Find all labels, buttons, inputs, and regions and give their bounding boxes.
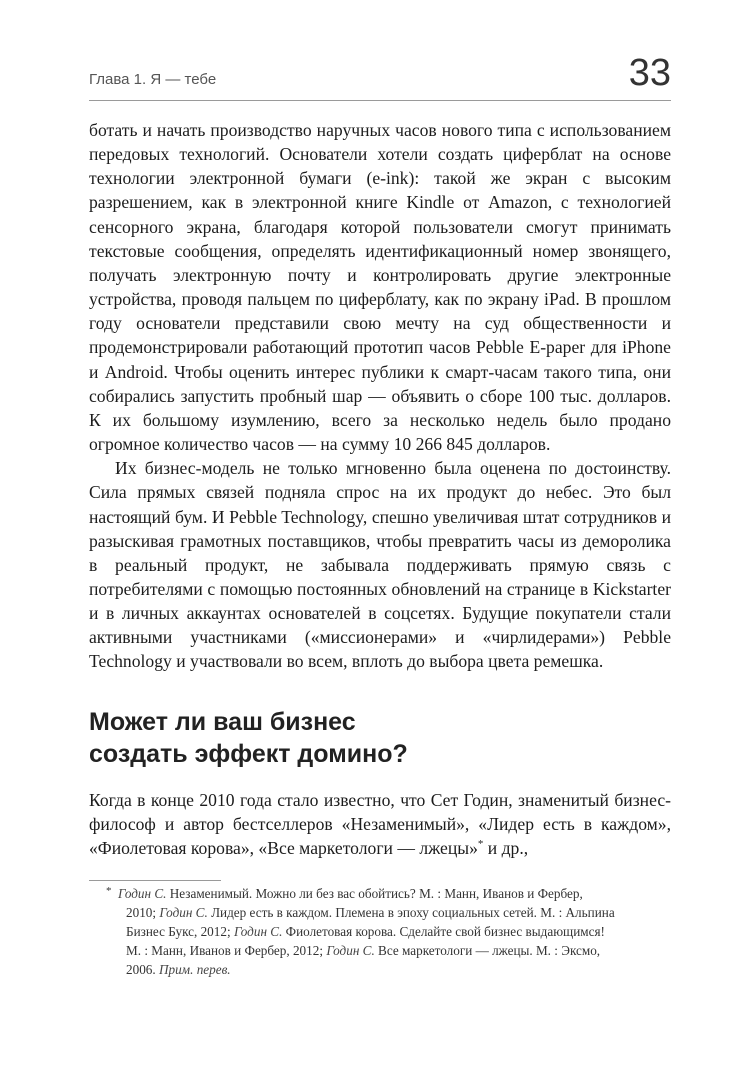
footnote-text-5a: 2006. bbox=[126, 962, 156, 977]
running-head: Глава 1. Я — тебе bbox=[89, 71, 217, 88]
footnote-text-3a: Бизнес Букс, 2012; bbox=[126, 924, 231, 939]
section-heading bbox=[89, 706, 671, 770]
footnote-text-3b: Фиолетовая корова. Сделайте свой бизнес выдающимся! bbox=[285, 924, 605, 939]
footnote-mark: * bbox=[106, 885, 112, 897]
heading-line-1: Может ли ваш бизнес bbox=[89, 708, 356, 736]
section-paragraph-end: и др., bbox=[483, 838, 529, 859]
paragraph-1: ботать и начать производство наручных часов нового типа с использованием передовых технологий. Основатели хотели создать циферблат на основе технологии электронной бумаги (e-ink): такой же экран с высоким разрешением, как в электронной книге Kindle от Amazon, с технологией сенсорного экрана, благодаря которой пользователи смогут принимать текстовые сообщения, определять идентификационный номер звонящего, получать электронную почту и контролировать другие электронные устройства, проводя пальцем по циферблату, как по экрану iPad. В прошлом году основатели представили свою мечту на суд общественности и продемонстрировали работающий прототип часов Pebble E-paper для iPhone и Android. Чтобы оценить интерес публики к смарт-часам такого типа, они собирались запустить пробный шар — объявить о сборе 100 тыс. долларов. К их большому изумлению, всего за несколько недель было продано огромное количество часов — на сумму 10 266 845 долларов. bbox=[89, 120, 671, 455]
heading-line-2: создать эффект домино? bbox=[89, 740, 408, 768]
body-text bbox=[89, 118, 671, 674]
footnote-translator-note: Прим. перев. bbox=[158, 962, 231, 977]
header-rule bbox=[89, 100, 671, 101]
footnote bbox=[106, 884, 671, 979]
page-number: 33 bbox=[628, 52, 671, 94]
footnote-author: Годин С. bbox=[326, 943, 375, 958]
footnote-author: Годин С. bbox=[118, 886, 167, 901]
footnote-author: Годин С. bbox=[233, 924, 283, 939]
footnote-text-4a: М. : Манн, Иванов и Фербер, 2012; bbox=[126, 943, 324, 958]
page-header bbox=[89, 52, 671, 98]
footnote-text-2b: Лидер есть в каждом. Племена в эпоху социальных сетей. М. : Альпина bbox=[211, 905, 615, 920]
paragraph-2: Их бизнес-модель не только мгновенно была оценена по достоинству. Сила прямых связей подняла спрос на их продукт до небес. Это был настоящий бум. И Pebble Technology, спешно увеличивая штат сотрудников и разыскивая грамотных поставщиков, чтобы превратить часы из деморолика в реальный продукт, не забывала поддерживать прямую связь с потребителями с помощью постоянных обновлений на странице в Kickstarter и в личных аккаунтах основателей в соцсетях. Будущие покупатели стали активными участниками («миссионерами» и «чирлидерами») Pebble Technology и участвовали во всем, вплоть до выбора цвета ремешка. bbox=[89, 458, 671, 672]
footnote-line-4 bbox=[118, 941, 671, 960]
footnote-line-3 bbox=[118, 922, 671, 941]
footnote-text-4b: Все маркетологи — лжецы. М. : Эксмо, bbox=[378, 943, 601, 958]
footnote-line-5 bbox=[118, 960, 671, 979]
footnote-rule bbox=[89, 880, 221, 881]
footnote-line-1 bbox=[118, 884, 671, 903]
footnote-line-2 bbox=[118, 903, 671, 922]
footnote-text-2a: 2010; bbox=[126, 905, 157, 920]
section-paragraph-text: Когда в конце 2010 года стало известно, что Сет Годин, знаменитый бизнес-философ и автор бестселлеров «Незаменимый», «Лидер есть в каждом», «Фиолетовая корова», «Все маркетологи — лжецы» bbox=[89, 790, 671, 859]
footnote-text-1: Незаменимый. Можно ли без вас обойтись? М. : Манн, Иванов и Фербер, bbox=[169, 886, 583, 901]
footnote-reference[interactable]: * bbox=[477, 838, 484, 851]
section-paragraph bbox=[89, 788, 671, 860]
section-body bbox=[89, 788, 671, 860]
footnote-author: Годин С. bbox=[159, 905, 208, 920]
